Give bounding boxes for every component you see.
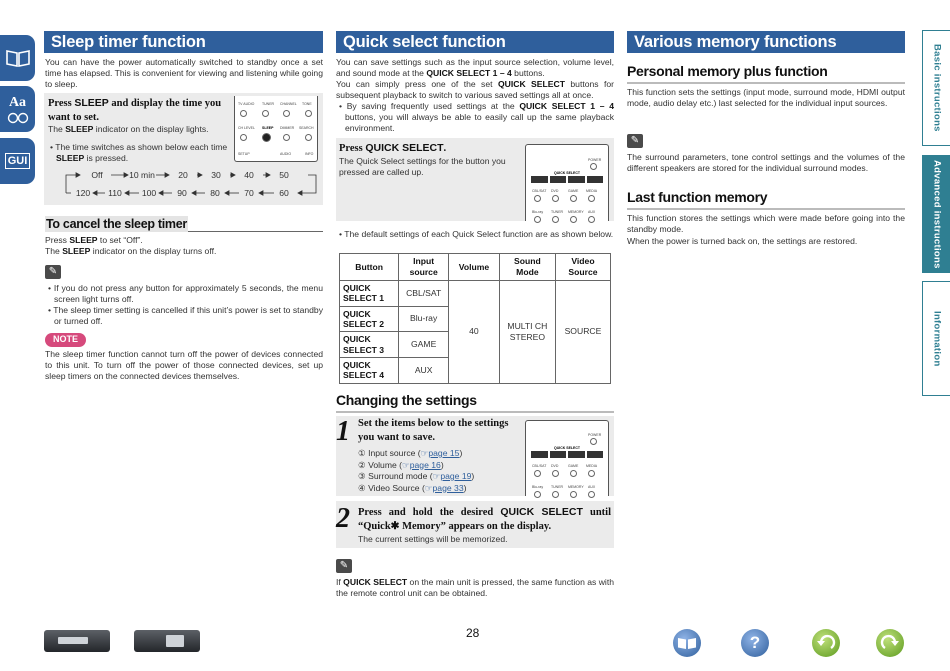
quick-step-desc: The Quick Select settings for the button you pressed are called up. <box>339 156 506 177</box>
display-icon[interactable] <box>134 630 200 652</box>
remote-illustration-quick-2: POWER QUICK SELECT CBL/SAT DVD GAME MEDIA Blu-ray TUNER MEMORY AUX <box>525 420 609 496</box>
tab-basic-instructions[interactable]: Basic instructions <box>922 30 950 146</box>
sleep-section-title: Sleep timer function <box>44 31 323 53</box>
remote-illustration-sleep: TV AUDIO TUNER CHANNEL TONE CH LEVEL SLEEP DIMMER SEARCH SETUP AUDIO INFO <box>234 96 318 162</box>
table-cell: CBL/SAT <box>399 281 449 307</box>
personal-memory-tip: The surround parameters, tone control settings and the volumes of the different speakers are stored for the individual surround modes. <box>627 152 905 173</box>
sleep-sequence-diagram <box>44 167 323 201</box>
quick-tip: If QUICK SELECT on the main unit is pressed, the same function as with the remote control unit can be obtained. <box>336 577 614 598</box>
forward-icon[interactable] <box>876 629 904 657</box>
quick-step-heading: Press QUICK SELECT. <box>339 142 447 154</box>
step-2-text: Press and hold the desired QUICK SELECT until “Quick✱ Memory” appears on the display. <box>358 506 612 532</box>
sequence-label: 40 <box>244 170 254 180</box>
back-icon[interactable] <box>812 629 840 657</box>
book-icon[interactable] <box>0 35 35 81</box>
last-function-text-2: When the power is turned back on, the settings are restored. <box>627 236 858 246</box>
quick-intro-2: You can simply press one of the set QUICK SELECT buttons for subsequent playback to switch to various saved settings all at once. <box>336 79 615 100</box>
cancel-line-2: The SLEEP indicator on the display turns off. <box>45 246 217 256</box>
change-step-2-box <box>336 501 614 548</box>
memory-section-title: Various memory functions <box>627 31 905 53</box>
sleep-note-text: The sleep timer function cannot turn off the power of devices connected to this unit. To turn off the power of those connected devices, set up sleep timers on the connected devices themselves. <box>45 349 323 381</box>
sequence-label: 70 <box>244 188 254 198</box>
table-header: Button <box>340 254 399 281</box>
default-settings-note: • The default settings of each Quick Select function are as shown below. <box>339 229 614 239</box>
table-cell: QUICK SELECT 1 <box>340 281 399 307</box>
list-item: ① Input source (☞page 15) <box>358 448 463 458</box>
sleep-tip-1: • If you do not press any button for approximately 5 seconds, the menu screen light turns off. <box>48 283 323 304</box>
quick-intro-1: You can save settings such as the input source selection, volume level, and sound mode at the QUICK SELECT 1 – 4 buttons. <box>336 57 614 78</box>
sequence-label: 120 <box>75 188 91 198</box>
sequence-label: 90 <box>177 188 187 198</box>
table-cell: AUX <box>399 357 449 383</box>
sequence-label: 10 min <box>129 170 155 180</box>
list-item: ④ Video Source (☞page 33) <box>358 482 467 493</box>
sequence-label: 30 <box>211 170 221 180</box>
last-function-text-1: This function stores the settings which were made before going into the standby mode. <box>627 213 905 234</box>
tab-information[interactable]: Information <box>922 281 950 396</box>
table-cell-sound-mode: MULTI CH STEREO <box>499 281 555 384</box>
changing-settings-title: Changing the settings <box>336 392 614 413</box>
step-1-item-list <box>358 448 522 494</box>
text-symbol-icon[interactable]: Aa <box>0 86 35 132</box>
table-cell: QUICK SELECT 2 <box>340 306 399 332</box>
page-link[interactable]: page 15 <box>428 448 460 458</box>
table-cell: GAME <box>399 332 449 358</box>
contents-book-icon[interactable] <box>673 629 701 657</box>
personal-memory-title: Personal memory plus function <box>627 63 905 84</box>
table-header: Sound Mode <box>499 254 555 281</box>
sequence-label: Off <box>91 170 103 180</box>
table-cell-volume: 40 <box>449 281 500 384</box>
table-header: Video Source <box>555 254 610 281</box>
pencil-icon: ✎ <box>627 134 643 148</box>
sleep-step-box <box>44 93 323 205</box>
personal-memory-text: This function sets the settings (input mode, surround mode, HDMI output mode, audio delay etc.) last selected for the individual input sources. <box>627 87 905 108</box>
list-item: ② Volume (☞page 16) <box>358 459 444 470</box>
last-function-title: Last function memory <box>627 189 905 210</box>
table-header: Volume <box>449 254 500 281</box>
help-icon[interactable]: ? <box>741 629 769 657</box>
table-header: Input source <box>399 254 449 281</box>
remote-illustration-quick: POWER QUICK SELECT CBL/SAT DVD GAME MEDIA Blu-ray TUNER MEMORY AUX <box>525 144 609 221</box>
table-cell: QUICK SELECT 3 <box>340 332 399 358</box>
quick-bullet: • By saving frequently used settings at the QUICK SELECT 1 – 4 buttons, you will always be able to easily call up the same playback environment. <box>339 101 614 133</box>
gui-icon[interactable]: GUI <box>0 138 35 184</box>
sequence-label: 100 <box>141 188 157 198</box>
pencil-icon: ✎ <box>336 559 352 573</box>
cancel-heading: To cancel the sleep timer <box>46 217 187 231</box>
list-item: ③ Surround mode (☞page 19) <box>358 471 475 481</box>
quick-step-box <box>336 138 614 221</box>
sleep-step-heading: Press SLEEP and display the time you want to set. <box>48 97 222 123</box>
note-badge: NOTE <box>45 333 86 347</box>
step-2-desc: The current settings will be memorized. <box>358 534 508 544</box>
table-cell: Blu-ray <box>399 306 449 332</box>
table-cell: QUICK SELECT 4 <box>340 357 399 383</box>
cancel-line-1: Press SLEEP to set “Off”. <box>45 235 143 245</box>
step-number-1: 1 <box>336 416 350 447</box>
sleep-tip-2: • The sleep timer setting is cancelled if this unit’s power is set to standby or turned off. <box>48 305 323 326</box>
front-panel-icon[interactable] <box>44 630 110 652</box>
quick-section-title: Quick select function <box>336 31 614 53</box>
quick-select-table <box>339 253 611 384</box>
page-number: 28 <box>466 626 480 640</box>
page-link[interactable]: page 16 <box>409 459 441 470</box>
sleep-intro: You can have the power automatically switched to standby once a set time has elapsed. This is convenient for viewing and listening while going to sleep. <box>45 57 323 89</box>
sequence-label: 50 <box>279 170 289 180</box>
sequence-label: 60 <box>279 188 289 198</box>
sequence-label: 110 <box>108 188 122 198</box>
pencil-icon: ✎ <box>45 265 61 279</box>
change-step-1-box <box>336 416 614 496</box>
sleep-bullet: • The time switches as shown below each time SLEEP is pressed. <box>50 142 228 163</box>
step-number-2: 2 <box>336 503 350 534</box>
sleep-indicator-text: The SLEEP indicator on the display lights. <box>48 124 209 134</box>
sequence-label: 80 <box>210 188 220 198</box>
sequence-label: 20 <box>178 170 188 180</box>
tab-advanced-instructions[interactable]: Advanced instructions <box>922 155 950 273</box>
page-link[interactable]: page 33 <box>432 482 464 493</box>
step-1-text: Set the items below to the settings you want to save. <box>358 418 509 443</box>
page-link[interactable]: page 19 <box>440 471 472 481</box>
table-cell-video-source: SOURCE <box>555 281 610 384</box>
